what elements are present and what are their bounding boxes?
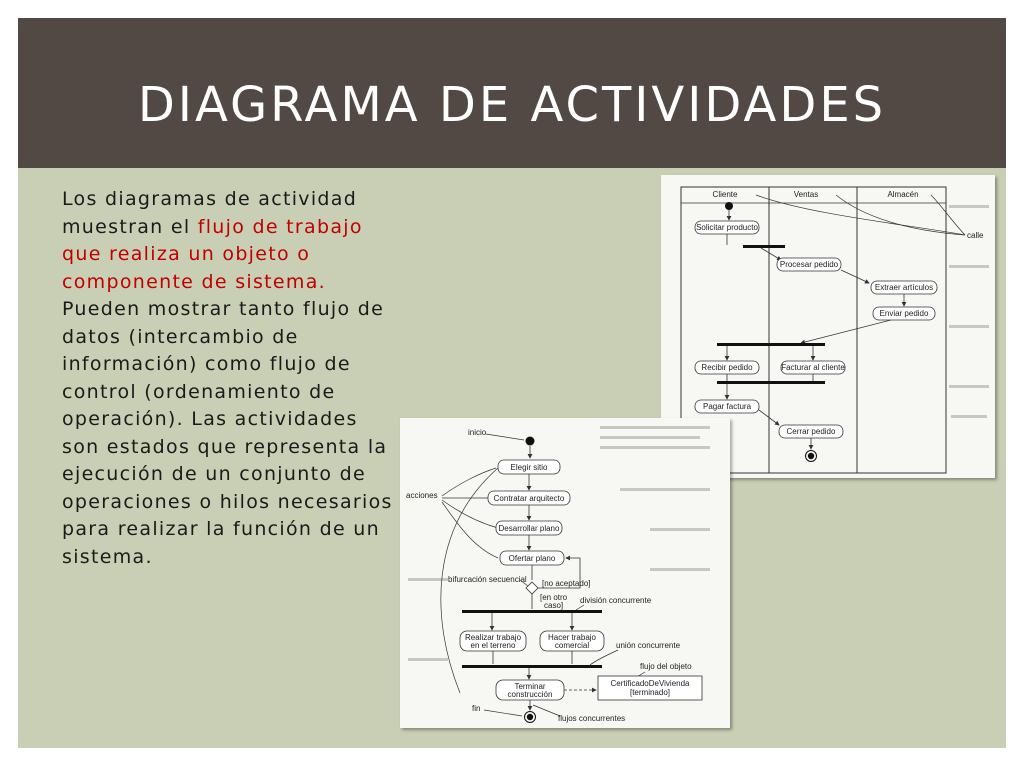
activity-extraer-articulos: Extraer artículos [874,283,934,292]
object-certificado-estado: [terminado] [629,688,671,697]
body-text-highlight: flujo de trabajo que realiza un objeto o componente de sistema. [62,215,363,293]
label-inicio: inicio [468,428,487,437]
activity-terminar-1: Terminar [514,682,546,691]
activity-cerrar-pedido: Cerrar pedido [786,427,836,436]
activity-desarrollar-plano: Desarrollar plano [498,524,560,533]
activity-realizar-trabajo-2: en el terreno [470,641,516,650]
lane-almacen: Almacén [887,190,919,199]
activity-diagram-construccion [400,418,730,728]
activity-recibir-pedido: Recibir pedido [701,363,753,372]
activity-solicitar-producto: Solicitar producto [696,223,758,232]
lane-ventas: Ventas [793,190,819,199]
title-bar [18,18,1006,168]
activity-contratar-arquitecto: Contratar arquitecto [493,494,565,503]
label-en-otro: [en otro [540,593,568,602]
label-division-concurrente: división concurrente [580,596,652,605]
activity-hacer-trabajo-2: comercial [554,641,590,650]
activity-elegir-sitio: Elegir sitio [510,463,548,472]
body-text-part1: Los diagramas de actividad muestran el [62,188,358,238]
note-calle: calle [967,231,984,240]
label-bifurcacion-secuencial: bifurcación secuencial [448,575,527,584]
label-acciones: acciones [406,491,438,500]
activity-terminar-2: construcción [507,690,553,699]
activity-facturar-cliente: Facturar al cliente [781,363,845,372]
label-flujos-concurrentes: flujos concurrentes [558,714,626,723]
label-union-concurrente: unión concurrente [616,641,681,650]
activity-enviar-pedido: Enviar pedido [879,309,929,318]
label-caso: caso] [544,601,564,610]
body-text-part2: Pueden mostrar tanto flujo de datos (intercambio de información) como flujo de control (ordenamiento de operación). Las actividades son estados que representa la ejecución de un conjunto de operaciones o hilos necesarios para realizar la función de un sistema. [62,298,393,568]
label-no-aceptado: [no aceptado] [542,579,591,588]
activity-realizar-trabajo-1: Realizar trabajo [464,633,522,642]
activity-pagar-factura: Pagar factura [702,402,752,411]
activity-hacer-trabajo-1: Hacer trabajo [547,633,597,642]
activity-procesar-pedido: Procesar pedido [779,260,839,269]
activity-ofertar-plano: Ofertar plano [508,554,556,563]
label-fin: fin [472,704,481,713]
label-flujo-del-objeto: flujo del objeto [640,662,692,671]
lane-cliente: Cliente [712,190,738,199]
faint-background-text [408,426,710,661]
object-certificado-vivienda: CertificadoDeVivienda [610,679,690,688]
body-paragraph [62,186,402,571]
slide-title: DIAGRAMA DE ACTIVIDADES [137,77,887,133]
